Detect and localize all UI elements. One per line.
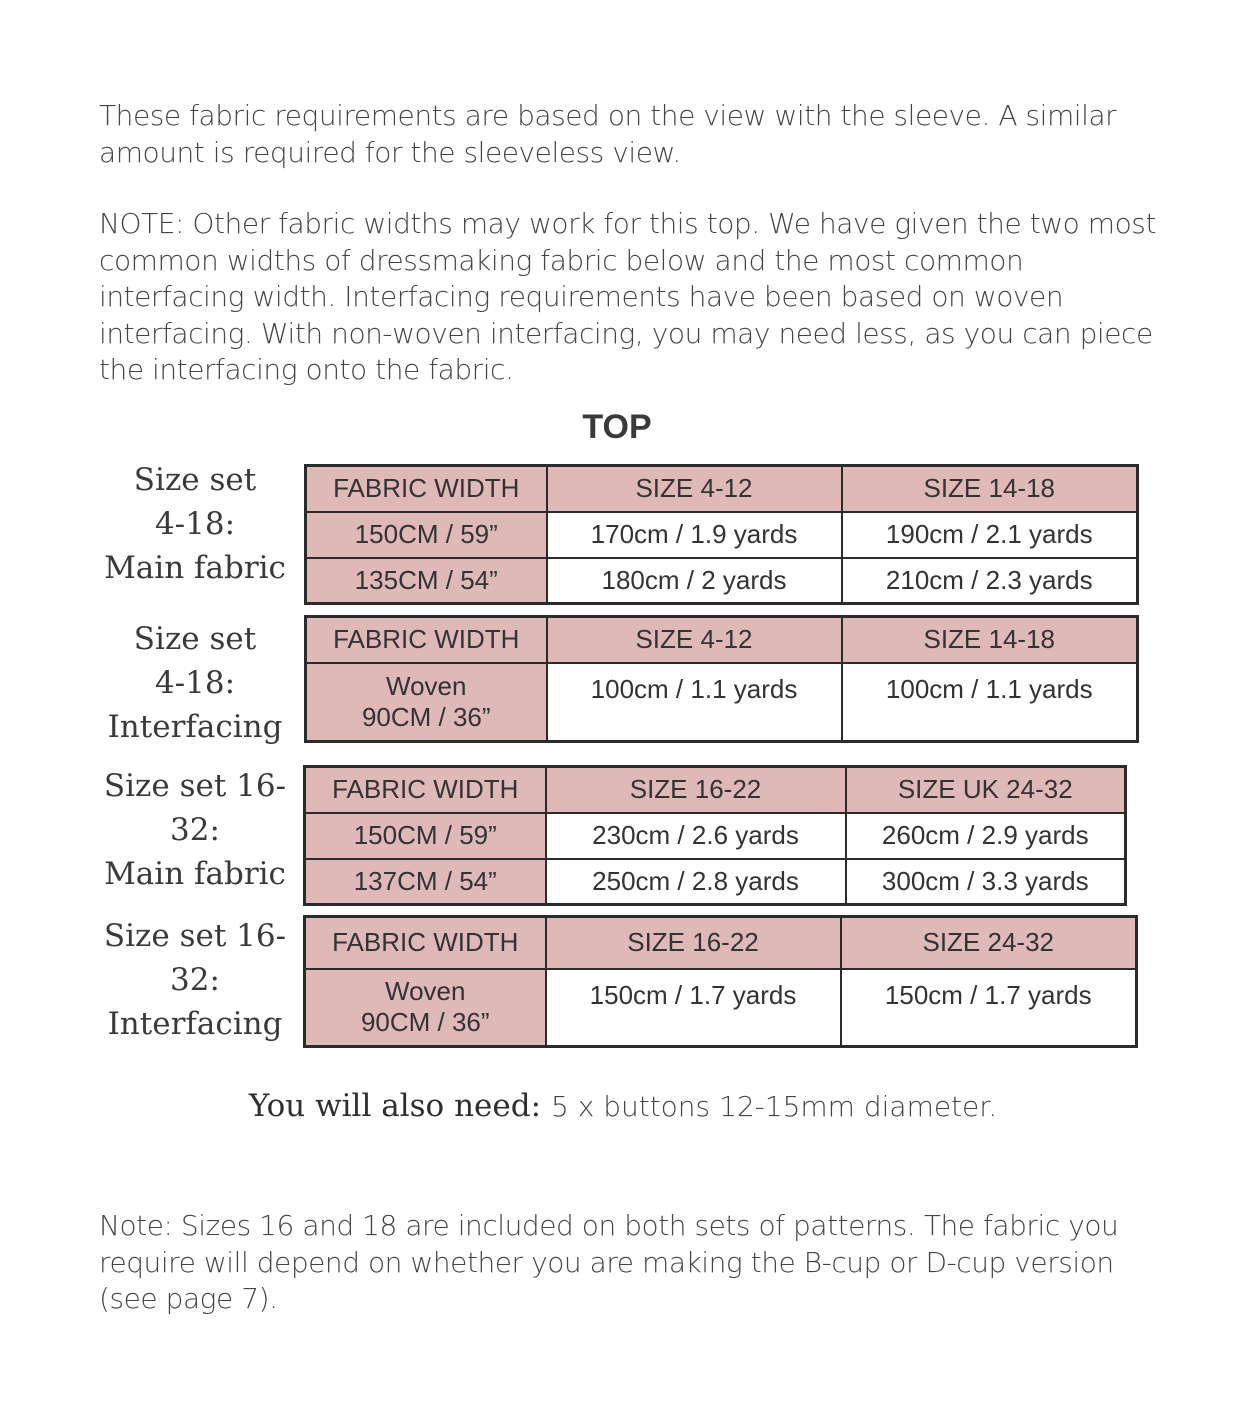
- header-cell: SIZE UK 24-32: [846, 767, 1126, 813]
- also-need-label: You will also need:: [248, 1088, 542, 1124]
- section-heading: TOP: [582, 408, 652, 446]
- also-need-line: [0, 1088, 1246, 1124]
- fabric-width: 90CM / 36”: [360, 1007, 490, 1038]
- interfacing-table-4-18: [304, 615, 1139, 743]
- value-cell: 260cm / 2.9 yards: [846, 813, 1126, 859]
- fabric-type: Woven: [385, 976, 466, 1007]
- table-row: [306, 512, 1138, 558]
- value-cell: 210cm / 2.3 yards: [842, 558, 1138, 604]
- value-cell: 190cm / 2.1 yards: [842, 512, 1138, 558]
- fabric-width-cell: [305, 969, 546, 1047]
- size-set-label-line: Size set: [133, 621, 257, 657]
- size-set-label-line: Main fabric: [104, 550, 286, 586]
- size-set-label-line: 32:: [170, 812, 220, 848]
- note-paragraph: NOTE: Other fabric widths may work for this top. We have given the two most common widths of dressmaking fabric below and the most common interfacing width. Interfacing requirements have been based on woven interfacing. With non-woven interfacing, you may need less, as you can piece the interfacing onto the fabric.: [99, 207, 1156, 386]
- main-fabric-table-16-32: [303, 765, 1127, 906]
- table-row: [306, 558, 1138, 604]
- also-need-value: 5 x buttons 12-15mm diameter.: [551, 1090, 998, 1123]
- header-cell: FABRIC WIDTH: [306, 466, 547, 512]
- table-row: [306, 663, 1138, 742]
- value-cell: 300cm / 3.3 yards: [846, 859, 1126, 905]
- size-set-label-line: Main fabric: [104, 856, 286, 892]
- fabric-width-cell: 135CM / 54”: [306, 558, 547, 604]
- size-set-label: [100, 458, 290, 590]
- fabric-width-cell: [306, 663, 547, 742]
- size-set-label-line: Size set 16-: [103, 918, 287, 954]
- size-set-label: [100, 617, 290, 749]
- fabric-width-cell: 137CM / 54”: [305, 859, 546, 905]
- size-set-label-line: Interfacing: [107, 709, 283, 745]
- value-cell: 180cm / 2 yards: [547, 558, 842, 604]
- header-cell: SIZE 14-18: [842, 466, 1138, 512]
- header-cell: SIZE 16-22: [546, 917, 841, 969]
- size-set-label-line: 4-18:: [154, 506, 236, 542]
- header-cell: FABRIC WIDTH: [306, 617, 547, 663]
- interfacing-table-16-32: [303, 915, 1138, 1048]
- header-cell: SIZE 16-22: [546, 767, 846, 813]
- size-set-label: [100, 764, 290, 896]
- header-cell: FABRIC WIDTH: [305, 917, 546, 969]
- fabric-width: 90CM / 36”: [361, 701, 491, 732]
- value-cell: 150cm / 1.7 yards: [841, 969, 1137, 1047]
- value-cell: 170cm / 1.9 yards: [547, 512, 842, 558]
- size-set-label-line: Size set: [133, 462, 257, 498]
- value-cell: 150cm / 1.7 yards: [546, 969, 841, 1047]
- size-set-label: [100, 914, 290, 1046]
- table-row: [305, 969, 1137, 1047]
- size-set-label-line: Interfacing: [107, 1006, 283, 1042]
- header-cell: SIZE 24-32: [841, 917, 1137, 969]
- table-row: [305, 813, 1126, 859]
- header-cell: SIZE 4-12: [547, 617, 842, 663]
- fabric-width-cell: 150CM / 59”: [305, 813, 546, 859]
- size-set-label-line: 32:: [170, 962, 220, 998]
- value-cell: 100cm / 1.1 yards: [547, 663, 842, 742]
- size-set-label-line: 4-18:: [154, 665, 236, 701]
- intro-paragraph: These fabric requirements are based on the view with the sleeve. A similar amount is required for the sleeveless view.: [99, 99, 1117, 169]
- main-fabric-table-4-18: [304, 464, 1139, 605]
- header-cell: FABRIC WIDTH: [305, 767, 546, 813]
- footnote-paragraph: Note: Sizes 16 and 18 are included on both sets of patterns. The fabric you require will depend on whether you are making the B-cup or D-cup version (see page 7).: [99, 1209, 1119, 1315]
- value-cell: 230cm / 2.6 yards: [546, 813, 846, 859]
- fabric-width-cell: 150CM / 59”: [306, 512, 547, 558]
- size-set-label-line: Size set 16-: [103, 768, 287, 804]
- fabric-type: Woven: [386, 670, 467, 701]
- table-row: [305, 859, 1126, 905]
- value-cell: 100cm / 1.1 yards: [842, 663, 1138, 742]
- header-cell: SIZE 4-12: [547, 466, 842, 512]
- value-cell: 250cm / 2.8 yards: [546, 859, 846, 905]
- header-cell: SIZE 14-18: [842, 617, 1138, 663]
